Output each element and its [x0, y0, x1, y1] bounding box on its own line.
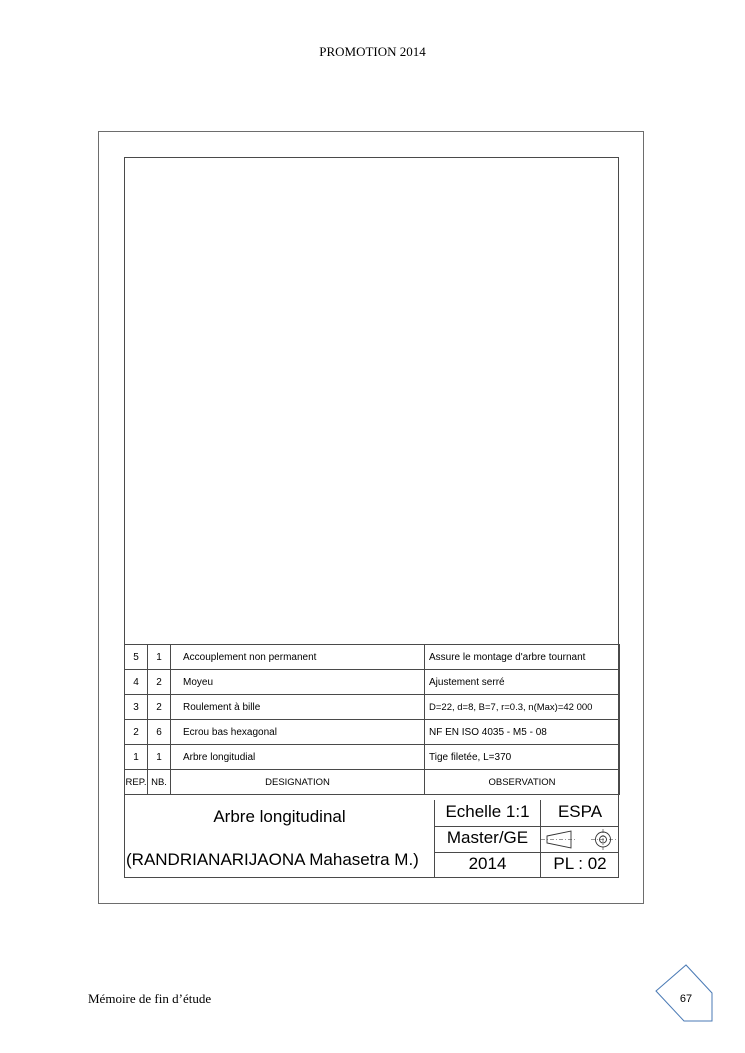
first-angle-projection-icon: [541, 827, 619, 852]
observation-cell: Ajustement serré: [425, 670, 620, 695]
rep-cell: 2: [125, 720, 148, 745]
designation-cell: Accouplement non permanent: [171, 645, 425, 670]
nb-cell: 1: [148, 745, 171, 770]
rep-header: REP.: [125, 770, 148, 795]
rep-cell: 3: [125, 695, 148, 720]
nb-cell: 6: [148, 720, 171, 745]
table-row: [125, 695, 620, 720]
level-label: Master/GE: [446, 828, 529, 847]
sheet-label: PL : 02: [553, 854, 607, 873]
drawing-author: (RANDRIANARIJAONA Mahasetra M.): [126, 850, 419, 869]
designation-cell: Ecrou bas hexagonal: [171, 720, 425, 745]
page-number: 67: [679, 993, 693, 1005]
rep-cell: 4: [125, 670, 148, 695]
observation-cell: Assure le montage d'arbre tournant: [425, 645, 620, 670]
designation-cell: Arbre longitudial: [171, 745, 425, 770]
scale-label: Echelle 1:1: [445, 802, 530, 821]
page-footer: Mémoire de fin d’étude: [88, 991, 212, 1006]
observation-cell: D=22, d=8, B=7, r=0.3, n(Max)=42 000: [425, 695, 620, 720]
designation-cell: Moyeu: [171, 670, 425, 695]
nb-cell: 2: [148, 670, 171, 695]
nb-header: NB.: [148, 770, 171, 795]
nb-cell: 2: [148, 695, 171, 720]
nb-cell: 1: [148, 645, 171, 670]
observation-cell: Tige filetée, L=370: [425, 745, 620, 770]
title-block-main: [124, 800, 435, 878]
designation-header: DESIGNATION: [171, 770, 425, 795]
table-row: [125, 645, 620, 670]
nomenclature-table: [124, 644, 620, 795]
observation-cell: NF EN ISO 4035 - M5 - 08: [425, 720, 620, 745]
designation-cell: Roulement à bille: [171, 695, 425, 720]
table-row: [125, 670, 620, 695]
table-row: [125, 720, 620, 745]
table-row: [125, 745, 620, 770]
observation-header: OBSERVATION: [425, 770, 620, 795]
drawing-title: Arbre longitudinal: [213, 807, 346, 826]
rep-cell: 5: [125, 645, 148, 670]
year-label: 2014: [468, 854, 507, 873]
school-label: ESPA: [557, 802, 603, 821]
page-header: PROMOTION 2014: [319, 44, 426, 59]
table-header-row: [125, 770, 620, 795]
title-block-divider: [435, 852, 619, 853]
rep-cell: 1: [125, 745, 148, 770]
